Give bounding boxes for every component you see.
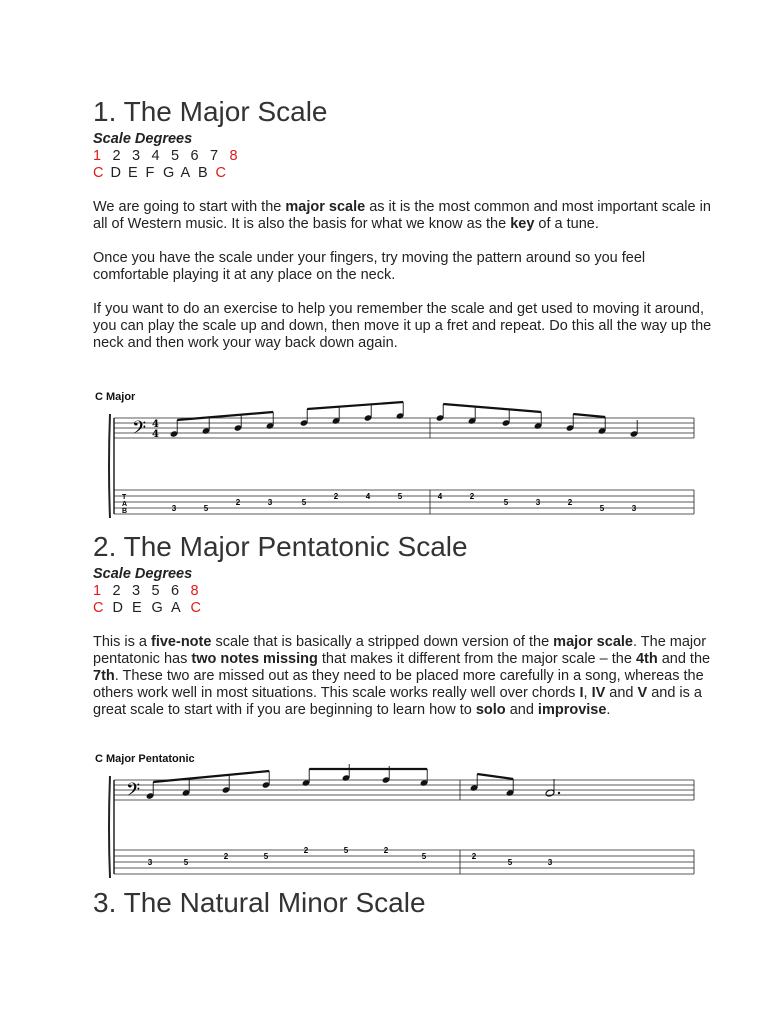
tab-label-a: A [122, 501, 128, 508]
bold-term: improvise [537, 702, 607, 718]
text-run: as it is the most common and most important scale in all of Western music. It is also the basis for what we know as the [93, 199, 711, 232]
bold-term: I [579, 685, 584, 701]
scale-degree: 1 [93, 148, 102, 164]
note-head [302, 769, 311, 787]
tab-number: 5 [397, 492, 403, 501]
tab-number: 3 [535, 498, 541, 507]
scale-note: E [132, 600, 142, 616]
bold-term: five-note [151, 634, 212, 650]
scale-note: G [151, 600, 163, 616]
note-head [342, 764, 351, 782]
scale-degree: 6 [190, 148, 199, 164]
tab-number: 5 [421, 852, 427, 861]
scale-note: E [128, 165, 138, 181]
scale-degree: 2 [112, 583, 121, 599]
text-run: and [505, 702, 538, 718]
scale-note: A [180, 165, 191, 181]
tab-number: 5 [263, 852, 269, 861]
scale-note: D [112, 600, 123, 616]
tab-number: 5 [183, 858, 189, 867]
note-head [436, 404, 445, 422]
note-head [364, 404, 373, 422]
tab-number: 2 [471, 852, 477, 861]
section-title: 3. The Natural Minor Scale [93, 887, 426, 918]
scale-degree: 4 [151, 148, 160, 164]
tab-number: 2 [303, 846, 309, 855]
tab-number: 2 [333, 492, 339, 501]
bold-term: IV [591, 685, 606, 701]
scale-note: C [190, 600, 201, 616]
text-run: , [583, 685, 592, 701]
paragraph-intro [93, 199, 713, 233]
tab-number: 3 [547, 858, 553, 867]
note-head [470, 774, 479, 792]
tab-number: 2 [235, 498, 241, 507]
note-head [534, 412, 543, 430]
bold-term: major scale [285, 199, 366, 215]
note-head [545, 779, 560, 797]
scale-degrees-row [93, 583, 713, 600]
bold-term: solo [475, 702, 506, 718]
scale-note: B [198, 165, 208, 181]
section-natural-minor [93, 886, 713, 920]
bold-term: 4th [635, 651, 658, 667]
section-major-pentatonic [93, 530, 713, 719]
note-head [202, 417, 211, 435]
text-run: . These two are missed out as they need to be placed more carefully in a song, whereas the others work well in most situations. This scale works really well over chords [93, 668, 704, 701]
note-head [506, 779, 515, 797]
note-head [396, 402, 405, 420]
bold-term: two notes missing [191, 651, 318, 667]
tab-number: 4 [365, 492, 371, 501]
tab-number: 3 [267, 498, 273, 507]
figure-caption: C Major Pentatonic [95, 753, 195, 765]
scale-degree: 6 [171, 583, 180, 599]
text-run: . [606, 702, 611, 718]
scale-note: C [215, 165, 226, 181]
bold-term: V [637, 685, 648, 701]
tab-number: 3 [171, 504, 177, 513]
tab-number: 5 [507, 858, 513, 867]
text-run: and is a great scale to start with if you are beginning to learn how to [93, 685, 703, 718]
tab-number: 2 [567, 498, 573, 507]
tab-number: 5 [203, 504, 209, 513]
section-major-scale [93, 95, 713, 352]
tab-number: 3 [631, 504, 637, 513]
scale-note: C [93, 165, 104, 181]
scale-degree: 3 [132, 148, 141, 164]
notation-c-major [108, 410, 708, 520]
tab-number: 5 [599, 504, 605, 513]
notation-c-major-pentatonic [108, 772, 708, 882]
scale-degree: 8 [229, 148, 238, 164]
bold-term: 7th [93, 668, 115, 684]
scale-notes-row [93, 600, 713, 617]
tab-number: 2 [469, 492, 475, 501]
text-run: We are going to start with the [93, 199, 286, 215]
text-run: If you want to do an exercise to help you remember the scale and get used to moving it around, you can play the scale up and down, then move it up a fret and repeat. Do this all the way up the neck and then work your way back down again. [93, 301, 712, 351]
text-run: that makes it different from the major scale – the [317, 651, 636, 667]
paragraph-practice [93, 250, 713, 284]
bass-clef-icon: 𝄢 [126, 780, 141, 805]
scale-degree: 2 [112, 148, 121, 164]
scale-note: F [145, 165, 155, 181]
scale-degree: 5 [171, 148, 180, 164]
scale-degrees-heading: Scale Degrees [93, 131, 193, 147]
text-run: . The major pentatonic has [93, 634, 707, 667]
note-head [468, 407, 477, 425]
tab-number: 3 [147, 858, 153, 867]
scale-note: A [171, 600, 181, 616]
text-run: Once you have the scale under your fingers, try moving the pattern around so you feel comfortable playing it at any place on the neck. [93, 250, 646, 283]
time-signature-top: 4 [152, 419, 159, 430]
tab-number: 5 [343, 846, 349, 855]
scale-notes-row [93, 165, 713, 182]
bass-clef-icon: 𝄢 [132, 418, 147, 443]
scale-degree: 7 [210, 148, 219, 164]
scale-degrees-row [93, 148, 713, 165]
scale-degrees-heading: Scale Degrees [93, 566, 193, 582]
note-head [266, 412, 275, 430]
paragraph-exercise [93, 301, 713, 352]
scale-degree: 3 [132, 583, 141, 599]
bold-term: major scale [553, 634, 633, 650]
scale-degree: 5 [151, 583, 160, 599]
text-run: This is a [93, 634, 152, 650]
section-title: 2. The Major Pentatonic Scale [93, 531, 468, 562]
bold-term: key [510, 216, 535, 232]
section-title: 1. The Major Scale [93, 96, 328, 127]
note-head [598, 417, 607, 435]
tab-number: 2 [223, 852, 229, 861]
scale-note: C [93, 600, 104, 616]
scale-note: D [110, 165, 121, 181]
tab-number: 2 [383, 846, 389, 855]
text-run: and [605, 685, 638, 701]
tab-number: 4 [437, 492, 443, 501]
text-run: of a tune. [534, 216, 599, 232]
tab-label-t: T [122, 494, 127, 501]
note-head [332, 407, 341, 425]
tab-number: 5 [503, 498, 509, 507]
note-head [182, 779, 191, 797]
text-run: scale that is basically a stripped down version of the [211, 634, 554, 650]
time-signature-bottom: 4 [152, 429, 159, 440]
note-head [420, 769, 429, 787]
text-run: and the [657, 651, 711, 667]
scale-degree: 8 [190, 583, 199, 599]
scale-note: G [163, 165, 175, 181]
tab-label-b: B [122, 508, 128, 515]
tab-number: 5 [301, 498, 307, 507]
figure-caption: C Major [95, 391, 136, 403]
paragraph-pentatonic [93, 634, 713, 719]
scale-degree: 1 [93, 583, 102, 599]
